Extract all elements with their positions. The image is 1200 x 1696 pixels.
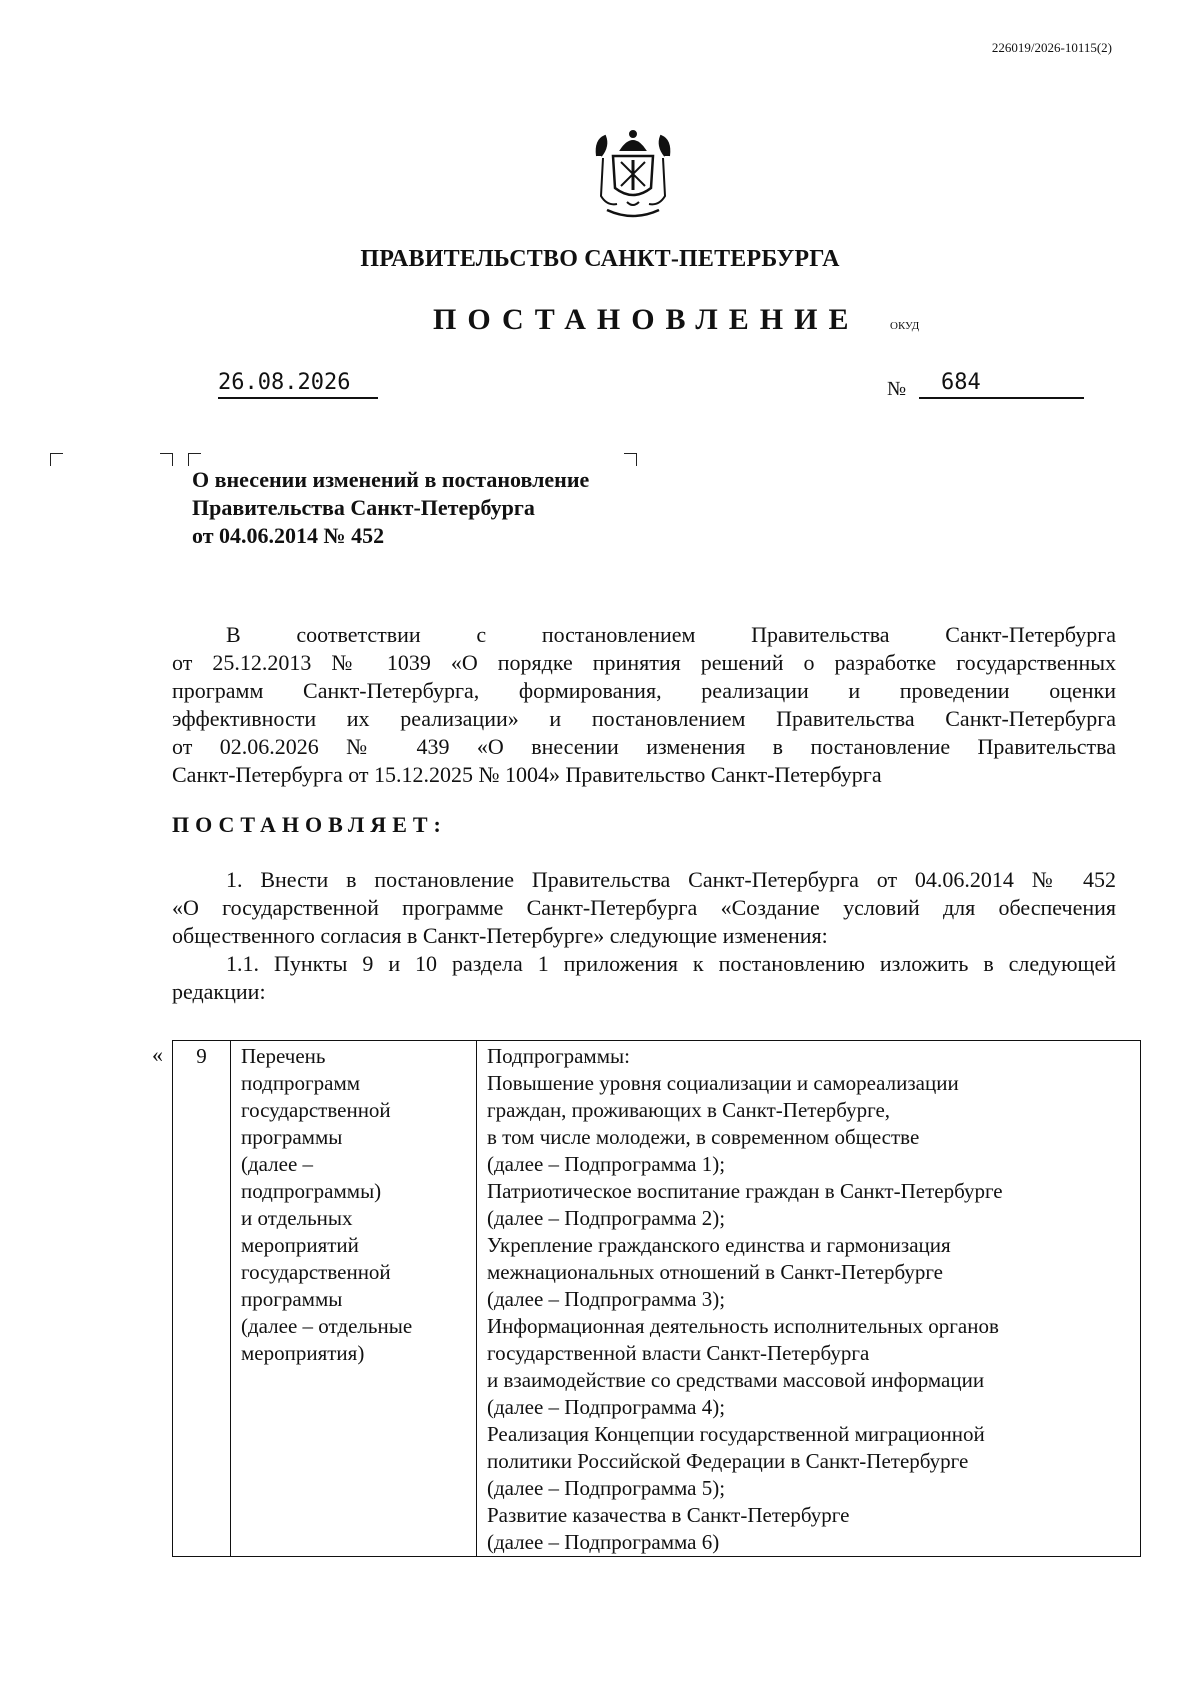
cell-line: государственной [241,1260,391,1284]
row-name-cell [231,1041,477,1557]
cell-line: Информационная деятельность исполнительных органов [487,1314,999,1338]
cell-line: Повышение уровня социализации и самореализации [487,1071,959,1095]
cell-line: (далее – отдельные [241,1314,413,1338]
cell-line: (далее – [241,1152,314,1176]
table-row [173,1041,1141,1557]
row-content-cell [477,1041,1141,1557]
resolves-heading: ПОСТАНОВЛЯЕТ: [172,812,447,837]
cell-line: Развитие казачества в Санкт-Петербурге [487,1503,850,1527]
row-number-cell: 9 [173,1041,231,1557]
item-line: редакции: [172,979,266,1004]
cell-line: и отдельных [241,1206,353,1230]
cell-line: Подпрограммы: [487,1044,630,1068]
item-line: «О государственной программе Санкт-Петербурга «Создание условий для обеспечения [172,895,1116,920]
cell-line: (далее – Подпрограмма 2); [487,1206,726,1230]
preamble-line: В соответствии с постановлением Правительства Санкт-Петербурга [226,622,1116,647]
corner-mark [624,453,637,466]
cell-line: политики Российской Федерации в Санкт-Петербурге [487,1449,969,1473]
item-line: 1. Внести в постановление Правительства Санкт-Петербурга от 04.06.2014 № 452 [226,867,1116,892]
program-table [172,1040,1141,1557]
corner-mark [160,453,173,466]
subject-line: Правительства Санкт-Петербурга [192,495,535,520]
cell-line: мероприятия) [241,1341,365,1365]
document-number: 684 [919,370,1084,399]
preamble-line: программ Санкт-Петербурга, формирования, реализации и проведении оценки [172,678,1116,703]
preamble-paragraph [172,621,1116,789]
cell-line: мероприятий [241,1233,359,1257]
cell-line: подпрограмм [241,1071,361,1095]
cell-line: (далее – Подпрограмма 3); [487,1287,726,1311]
item-line: общественного согласия в Санкт-Петербурге» следующие изменения: [172,923,828,948]
corner-mark [188,453,201,466]
okud-label: ОКУД [890,320,920,332]
cell-line: в том числе молодежи, в современном обществе [487,1125,920,1149]
cell-line: (далее – Подпрограмма 6) [487,1530,720,1554]
cell-line: Реализация Концепции государственной миграционной [487,1422,985,1446]
preamble-line: от 02.06.2026 № 439 «О внесении изменения в постановление Правительства [172,734,1116,759]
subject-line: О внесении изменений в постановление [192,467,590,492]
coat-of-arms-emblem [587,126,679,222]
preamble-line: от 25.12.2013 № 1039 «О порядке принятия решений о разработке государственных [172,650,1116,675]
cell-line: Укрепление гражданского единства и гармонизация [487,1233,951,1257]
preamble-line: Санкт-Петербурга от 15.12.2025 № 1004» Правительство Санкт-Петербурга [172,762,882,787]
cell-line: (далее – Подпрограмма 5); [487,1476,726,1500]
cell-line: программы [241,1287,343,1311]
opening-quote: « [152,1042,163,1067]
cell-line: Патриотическое воспитание граждан в Санкт-Петербурге [487,1179,1003,1203]
cell-line: межнациональных отношений в Санкт-Петербурге [487,1260,944,1284]
cell-line: граждан, проживающих в Санкт-Петербурге, [487,1098,891,1122]
cell-line: и взаимодействие со средствами массовой информации [487,1368,985,1392]
cell-line: (далее – Подпрограмма 4); [487,1395,726,1419]
preamble-line: эффективности их реализации» и постановлением Правительства Санкт-Петербурга [172,706,1116,731]
cell-line: программы [241,1125,343,1149]
item-line: 1.1. Пункты 9 и 10 раздела 1 приложения к постановлению изложить в следующей [226,951,1116,976]
subject-line: от 04.06.2014 № 452 [192,523,385,548]
cell-line: подпрограммы) [241,1179,382,1203]
document-subject [192,466,589,550]
number-sign: № [887,378,907,400]
cell-line: Перечень [241,1044,326,1068]
document-date: 26.08.2026 [218,370,378,399]
document-type: ПОСТАНОВЛЕНИЕ [433,303,860,336]
corner-mark [50,453,63,466]
cell-line: государственной власти Санкт-Петербурга [487,1341,870,1365]
cell-line: государственной [241,1098,391,1122]
cell-line: (далее – Подпрограмма 1); [487,1152,726,1176]
government-name: ПРАВИТЕЛЬСТВО САНКТ-ПЕТЕРБУРГА [360,246,840,272]
item-1-paragraph [172,866,1116,1006]
registration-number: 226019/2026-10115(2) [991,40,1112,55]
